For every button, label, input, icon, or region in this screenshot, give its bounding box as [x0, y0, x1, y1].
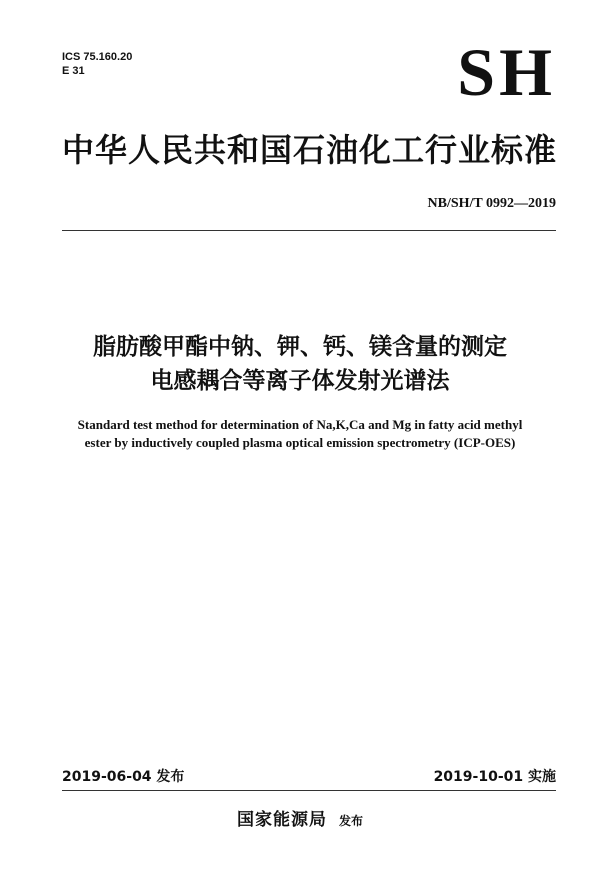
ics-code: ICS 75.160.20	[62, 51, 133, 63]
chinese-title-line-2: 电感耦合等离子体发射光谱法	[150, 368, 450, 394]
industry-standard-title: 中华人民共和国石油化工行业标准	[62, 131, 558, 169]
effective-date: 2019-10-01 实施	[433, 769, 556, 785]
issuer-suffix: 发布	[338, 814, 363, 828]
sh-logo: SH	[457, 34, 556, 110]
top-divider	[62, 230, 556, 231]
english-title-line-1: Standard test method for determination of Na,K,Ca and Mg in fatty acid methyl	[77, 417, 523, 432]
issuer-name: 国家能源局	[236, 810, 327, 830]
english-title	[56, 416, 544, 452]
bottom-divider	[62, 790, 556, 791]
chinese-title	[40, 330, 560, 398]
issue-date: 2019-06-04 发布	[62, 769, 185, 785]
english-title-line-2: ester by inductively coupled plasma optical emission spectrometry (ICP-OES)	[84, 435, 516, 450]
issuer-line	[0, 805, 600, 830]
classification-codes	[62, 50, 132, 78]
chinese-title-line-1: 脂肪酸甲酯中钠、钾、钙、镁含量的测定	[93, 334, 507, 360]
standard-number: NB/SH/T 0992—2019	[427, 196, 556, 211]
ccs-code: E 31	[62, 65, 85, 77]
